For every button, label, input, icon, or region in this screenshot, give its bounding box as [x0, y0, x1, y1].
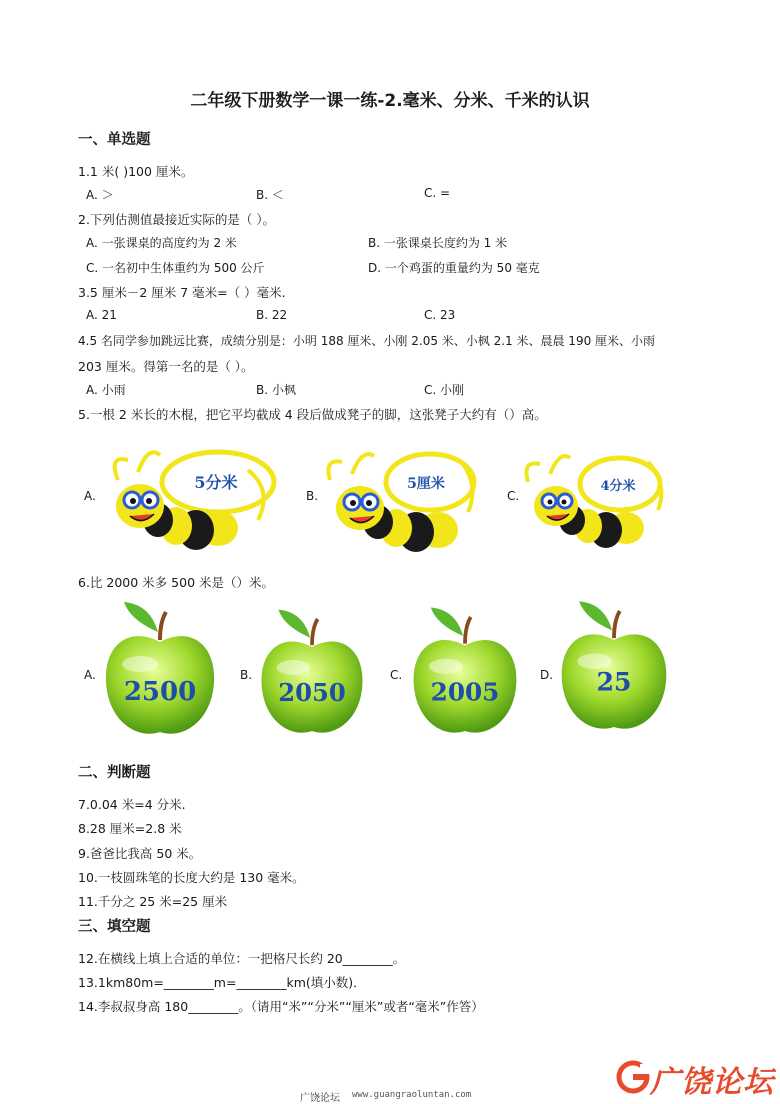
- question-2-option-a[interactable]: A. 一张课桌的高度约为 2 米: [86, 236, 237, 250]
- question-6-option-a-label[interactable]: A.: [84, 668, 96, 682]
- question-6-stem: 6.比 2000 米多 500 米是（）米。: [78, 575, 274, 590]
- question-1-option-b[interactable]: B. ＜: [256, 188, 284, 202]
- apple-text-d: 25: [596, 666, 632, 697]
- apple-text-a: 2500: [123, 677, 197, 707]
- judge-question-8: 8.28 厘米=2.8 米: [78, 821, 182, 836]
- apple-image-a[interactable]: [100, 602, 220, 742]
- fill-question-13: 13.1km80m=________m=________km(填小数)．: [78, 975, 366, 990]
- logo-text: 广饶论坛: [650, 1065, 774, 1100]
- apple-text-c: 2005: [430, 677, 500, 707]
- question-5-option-c-label[interactable]: C.: [507, 489, 520, 503]
- judge-question-7: 7.0.04 米=4 分米.: [78, 797, 186, 812]
- question-6-option-d-label[interactable]: D.: [540, 668, 554, 682]
- bee-text-c: 4分米: [600, 479, 636, 494]
- question-3-option-b[interactable]: B. 22: [256, 308, 288, 322]
- bee-image-a[interactable]: [98, 440, 278, 560]
- question-1-stem: 1.1 米( )100 厘米。: [78, 164, 194, 179]
- fill-question-12: 12.在横线上填上合适的单位：一把格尺长约 20________。: [78, 951, 406, 966]
- logo-icon: [616, 1060, 650, 1094]
- question-4-stem-line1: 4.5 名同学参加跳远比赛，成绩分别是：小明 188 厘米、小刚 2.05 米、小枫 2.1 米、晨晨 190 厘米、小雨: [78, 334, 656, 348]
- question-2-option-b[interactable]: B. 一张课桌长度约为 1 米: [368, 236, 508, 250]
- question-5-option-b-label[interactable]: B.: [306, 489, 319, 503]
- judge-question-11: 11.千分之 25 米=25 厘米: [78, 894, 228, 909]
- question-3-stem: 3.5 厘米－2 厘米 7 毫米=（ ）毫米.: [78, 285, 286, 300]
- section-heading-single-choice: 一、单选题: [78, 132, 151, 148]
- bee-image-c[interactable]: [520, 444, 680, 554]
- question-3-option-a[interactable]: A. 21: [86, 308, 117, 322]
- question-2-option-c[interactable]: C. 一名初中生体重约为 500 公斤: [86, 261, 265, 275]
- question-5-stem: 5.一根 2 米长的木棍，把它平均截成 4 段后做成凳子的脚，这张凳子大约有（）高。: [78, 407, 547, 422]
- apple-image-d[interactable]: [556, 600, 672, 738]
- question-4-stem-line2: 203 厘米。得第一名的是（ ）。: [78, 359, 254, 374]
- question-3-option-c[interactable]: C. 23: [424, 308, 456, 322]
- page-title: 二年级下册数学一课一练-2.毫米、分米、千米的认识: [190, 91, 590, 111]
- footer-watermark-name: 广饶论坛: [300, 1093, 340, 1104]
- question-2-option-d[interactable]: D. 一个鸡蛋的重量约为 50 毫克: [368, 261, 540, 275]
- fill-question-14: 14.李叔叔身高 180________。（请用“米”“分米”“厘米”或者“毫米”作答）: [78, 999, 484, 1014]
- footer-watermark-url: www.guangraoluntan.com: [352, 1090, 472, 1100]
- bee-text-a: 5分米: [194, 473, 238, 492]
- judge-question-9: 9.爸爸比我高 50 米。: [78, 846, 202, 861]
- question-2-stem: 2.下列估测值最接近实际的是（ ）。: [78, 212, 276, 227]
- question-1-option-a[interactable]: A. ＞: [86, 188, 114, 202]
- apple-image-b[interactable]: [256, 608, 368, 742]
- question-4-option-b[interactable]: B. 小枫: [256, 383, 296, 397]
- section-heading-fill-blank: 三、填空题: [78, 919, 151, 935]
- judge-question-10: 10.一枝圆珠笔的长度大约是 130 毫米。: [78, 870, 305, 885]
- apple-image-c[interactable]: [408, 606, 522, 742]
- bee-image-b[interactable]: [320, 440, 500, 560]
- question-4-option-c[interactable]: C. 小刚: [424, 383, 465, 397]
- bee-text-b: 5厘米: [407, 476, 445, 492]
- question-5-option-a-label[interactable]: A.: [84, 489, 96, 503]
- apple-text-b: 2050: [278, 678, 346, 708]
- section-heading-true-false: 二、判断题: [78, 765, 151, 781]
- question-4-option-a[interactable]: A. 小雨: [86, 383, 126, 397]
- question-1-option-c[interactable]: C. =: [424, 186, 451, 200]
- question-6-option-b-label[interactable]: B.: [240, 668, 253, 682]
- question-6-option-c-label[interactable]: C.: [390, 668, 403, 682]
